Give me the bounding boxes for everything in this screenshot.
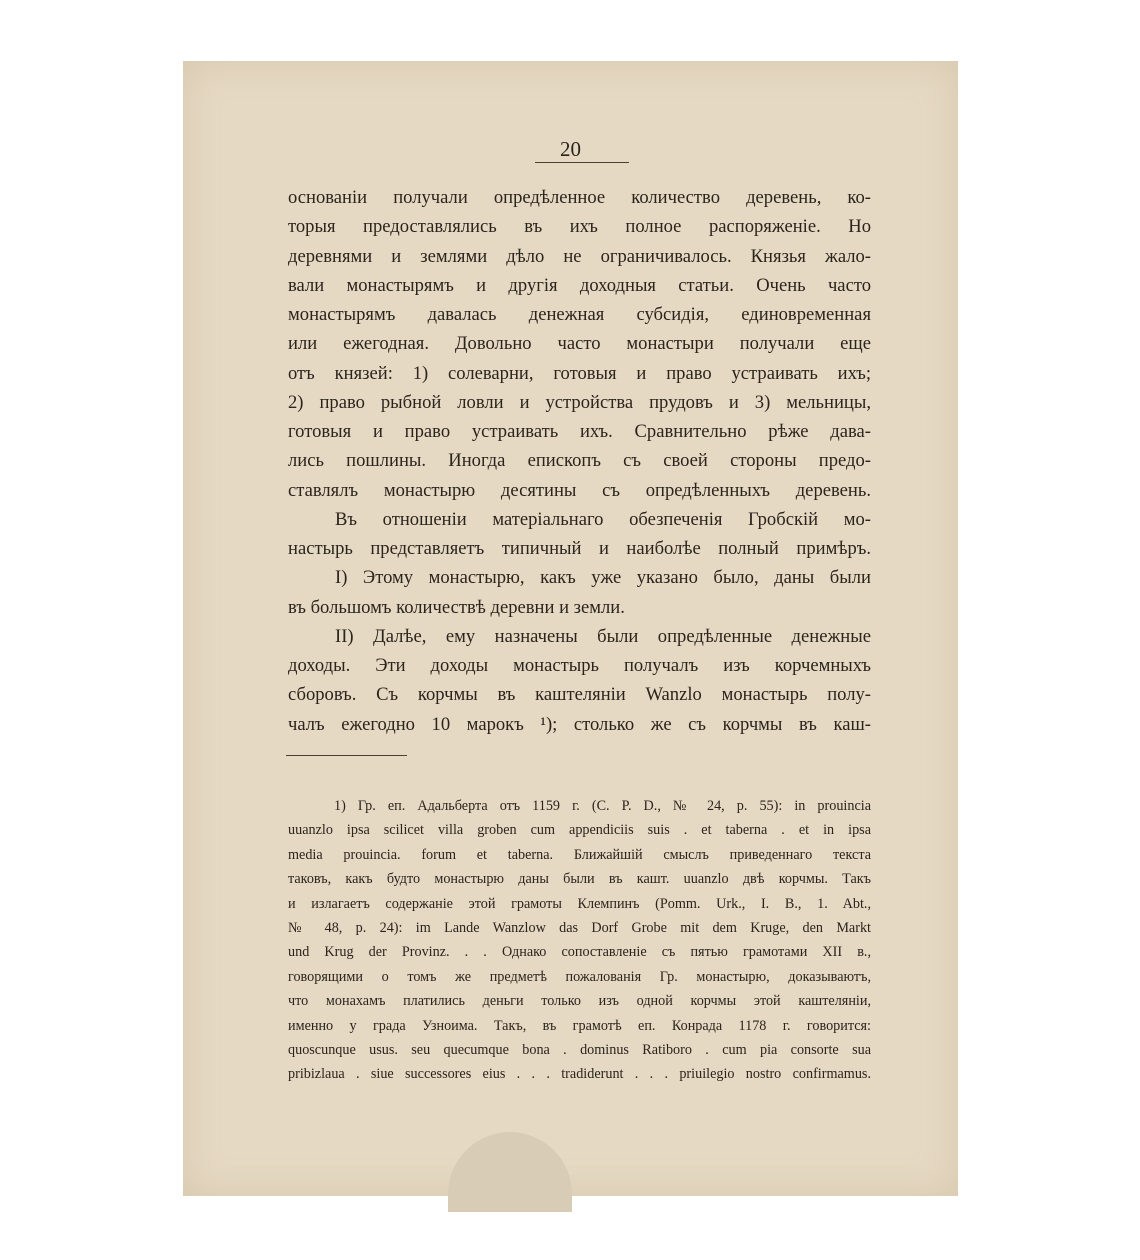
footnote-line: именно у града Узноима. Такъ, въ грамотѣ еп. Конрада 1178 г. говорится: [288, 1017, 871, 1034]
body-line: 2) право рыбной ловли и устройства прудовъ и 3) мельницы, [288, 391, 871, 413]
body-text [288, 183, 871, 739]
body-line: основаніи получали опредѣленное количество деревень, ко- [288, 187, 871, 208]
footnote-line: таковъ, какъ будто монастырю даны были въ кашт. uuanzlo двѣ корчмы. Такъ [288, 871, 871, 888]
footnote-line: и излагаетъ содержаніе этой грамоты Клемпинъ (Pomm. Urk., I. B., 1. Abt., [288, 895, 871, 912]
footnote [288, 794, 871, 1087]
page-number: 20 [560, 137, 581, 161]
footnote-line: media prouincia. forum et taberna. Ближайшій смыслъ приведеннаго текста [288, 846, 871, 863]
body-line: въ большомъ количествѣ деревни и земли. [288, 596, 625, 618]
body-line: чалъ ежегодно 10 марокъ ¹); столько же съ корчмы въ каш- [288, 713, 871, 735]
footnote-line: pribizlaua . siue successores eius . . . tradiderunt . . . priuilegio nostro confirmamus. [288, 1066, 871, 1083]
body-line: настырь представляетъ типичный и наиболѣе полный примѣръ. [288, 538, 871, 559]
page-number-rule [535, 162, 629, 163]
body-line: отъ князей: 1) солеварни, готовыя и право устраивать ихъ; [288, 362, 871, 384]
footnote-line: und Krug der Provinz. . . Однако сопоставленіе съ пятью грамотами XII в., [288, 944, 871, 961]
body-line: или ежегодная. Довольно часто монастыри получали еще [288, 333, 871, 355]
footnote-line: quoscunque usus. seu quecumque bona . dominus Ratiboro . cum pia consorte sua [288, 1042, 871, 1059]
footnote-line: № 48, p. 24): im Lande Wanzlow das Dorf Grobe mit dem Kruge, den Markt [288, 920, 871, 937]
page-tab-shadow [448, 1132, 572, 1212]
body-line: II) Далѣе, ему назначены были опредѣленные денежные [335, 625, 871, 647]
book-page [183, 61, 958, 1196]
body-line: I) Этому монастырю, какъ уже указано было, даны были [335, 567, 871, 589]
footnote-line: говорящими о томъ же предметѣ пожалованія Гр. монастырю, доказываютъ, [288, 968, 871, 985]
footnote-line: что монахамъ платились деньги только изъ одной корчмы этой каштеляніи, [288, 993, 871, 1010]
body-line: вали монастырямъ и другія доходныя статьи. Очень часто [288, 274, 871, 296]
body-line: сборовъ. Съ корчмы въ каштеляніи Wanzlo монастырь полу- [288, 684, 871, 706]
footnote-line: uuanzlo ipsa scilicet villa groben cum appendiciis suis . et taberna . et in ipsa [288, 822, 871, 839]
body-line: лись пошлины. Иногда епископъ съ своей стороны предо- [288, 450, 871, 472]
body-line: ставлялъ монастырю десятины съ опредѣленныхъ деревень. [288, 479, 871, 501]
body-line: готовыя и право устраивать ихъ. Сравнительно рѣже дава- [288, 421, 871, 442]
body-line: доходы. Эти доходы монастырь получалъ изъ корчемныхъ [288, 655, 871, 676]
footnote-separator [286, 755, 407, 756]
body-line: Въ отношеніи матеріальнаго обезпеченія Гробскій мо- [335, 508, 871, 530]
body-line: деревнями и землями дѣло не ограничивалось. Князья жало- [288, 245, 871, 267]
body-line: торыя предоставлялись въ ихъ полное распоряженіе. Но [288, 216, 871, 238]
footnote-line: 1) Гр. еп. Адальберта отъ 1159 г. (C. P. D., № 24, p. 55): in prouincia [334, 798, 871, 814]
body-line: монастырямъ давалась денежная субсидія, единовременная [288, 304, 871, 325]
